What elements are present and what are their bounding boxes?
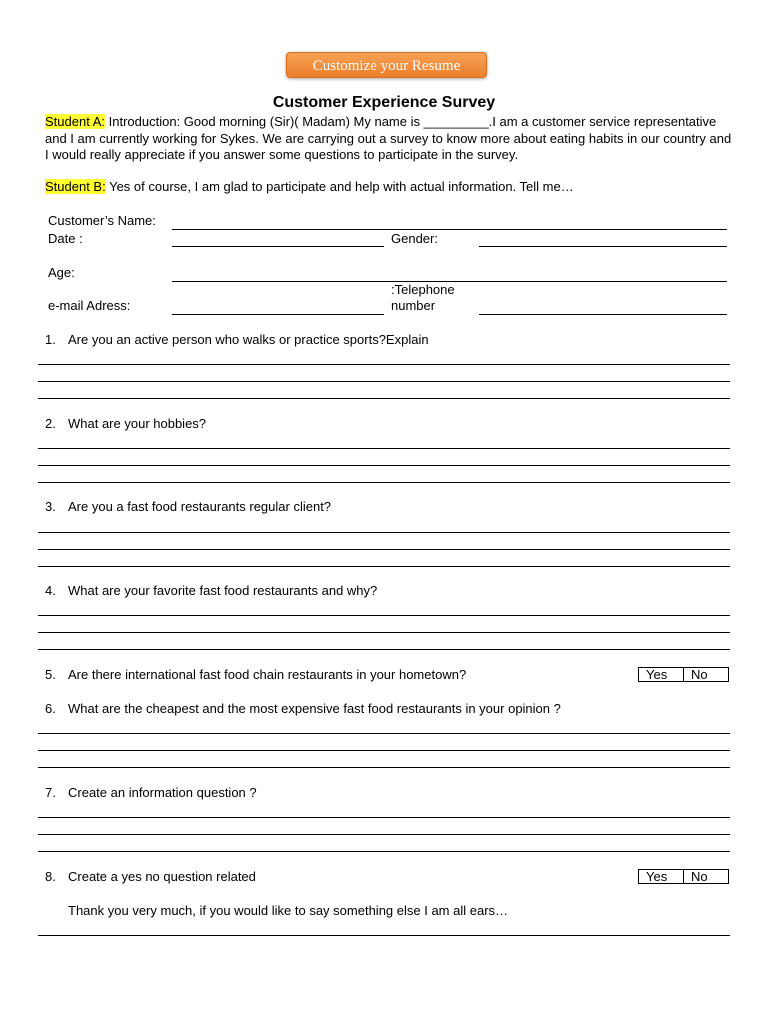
customer-name-field[interactable]: [172, 229, 727, 230]
question-6: 6. What are the cheapest and the most expensive fast food restaurants in your opinion ?: [45, 701, 561, 716]
answer-line[interactable]: [38, 532, 730, 533]
telephone-label: :Telephone number: [391, 282, 455, 313]
answer-line[interactable]: [38, 398, 730, 399]
no-option[interactable]: No: [691, 667, 708, 682]
date-label: Date :: [48, 231, 83, 246]
answer-line[interactable]: [38, 851, 730, 852]
answer-line[interactable]: [38, 566, 730, 567]
question-8: 8. Create a yes no question related: [45, 869, 256, 884]
answer-line[interactable]: [38, 767, 730, 768]
student-b-label: Student B:: [45, 179, 106, 194]
answer-line[interactable]: [38, 632, 730, 633]
email-label: e-mail Adress:: [48, 298, 131, 313]
answer-line[interactable]: [38, 381, 730, 382]
question-2: 2. What are your hobbies?: [45, 416, 207, 431]
customer-name-label: Customer’s Name:: [48, 213, 156, 228]
answer-line[interactable]: [38, 482, 730, 483]
answer-line[interactable]: [38, 649, 730, 650]
page-title: Customer Experience Survey: [272, 94, 496, 111]
answer-line[interactable]: [38, 935, 730, 936]
answer-line[interactable]: [38, 465, 730, 466]
student-b-text: Yes of course, I am glad to participate and help with actual information. Tell me…: [105, 179, 574, 194]
yes-option[interactable]: Yes: [639, 668, 684, 681]
question-1: 1. Are you an active person who walks or practice sports?Explain: [45, 332, 429, 347]
question-5: 5. Are there international fast food chain restaurants in your hometown?: [45, 667, 467, 682]
answer-line[interactable]: [38, 364, 730, 365]
answer-line[interactable]: [38, 733, 730, 734]
date-field[interactable]: [172, 246, 384, 247]
telephone-field[interactable]: [479, 314, 727, 315]
answer-line[interactable]: [38, 549, 730, 550]
yes-option[interactable]: Yes: [639, 870, 684, 883]
yes-no-box: [638, 869, 729, 884]
answer-line[interactable]: [38, 448, 730, 449]
question-3: 3. Are you a fast food restaurants regular client?: [45, 499, 332, 514]
gender-field[interactable]: [479, 246, 727, 247]
closing-text: Thank you very much, if you would like to say something else I am all ears…: [68, 903, 509, 918]
question-4: 4. What are your favorite fast food restaurants and why?: [45, 583, 378, 598]
student-a-label: Student A:: [45, 114, 105, 129]
yes-no-box: [638, 667, 729, 682]
student-a-text: Introduction: Good morning (Sir)( Madam) My name is _________.I am a customer service representative and I am currently working for Sykes. We are carrying out a survey to know more about eating habits in our country and I would really appreciate if you answer some questions to participate in the survey.: [45, 114, 732, 162]
no-option[interactable]: No: [691, 869, 708, 884]
answer-line[interactable]: [38, 817, 730, 818]
customize-resume-button[interactable]: Customize your Resume: [286, 52, 487, 78]
student-b-paragraph: [45, 179, 735, 196]
age-label: Age:: [48, 265, 75, 280]
gender-label: Gender:: [391, 231, 438, 246]
student-a-paragraph: [45, 114, 735, 164]
email-field[interactable]: [172, 314, 384, 315]
answer-line[interactable]: [38, 615, 730, 616]
question-7: 7. Create an information question ?: [45, 785, 257, 800]
answer-line[interactable]: [38, 834, 730, 835]
answer-line[interactable]: [38, 750, 730, 751]
